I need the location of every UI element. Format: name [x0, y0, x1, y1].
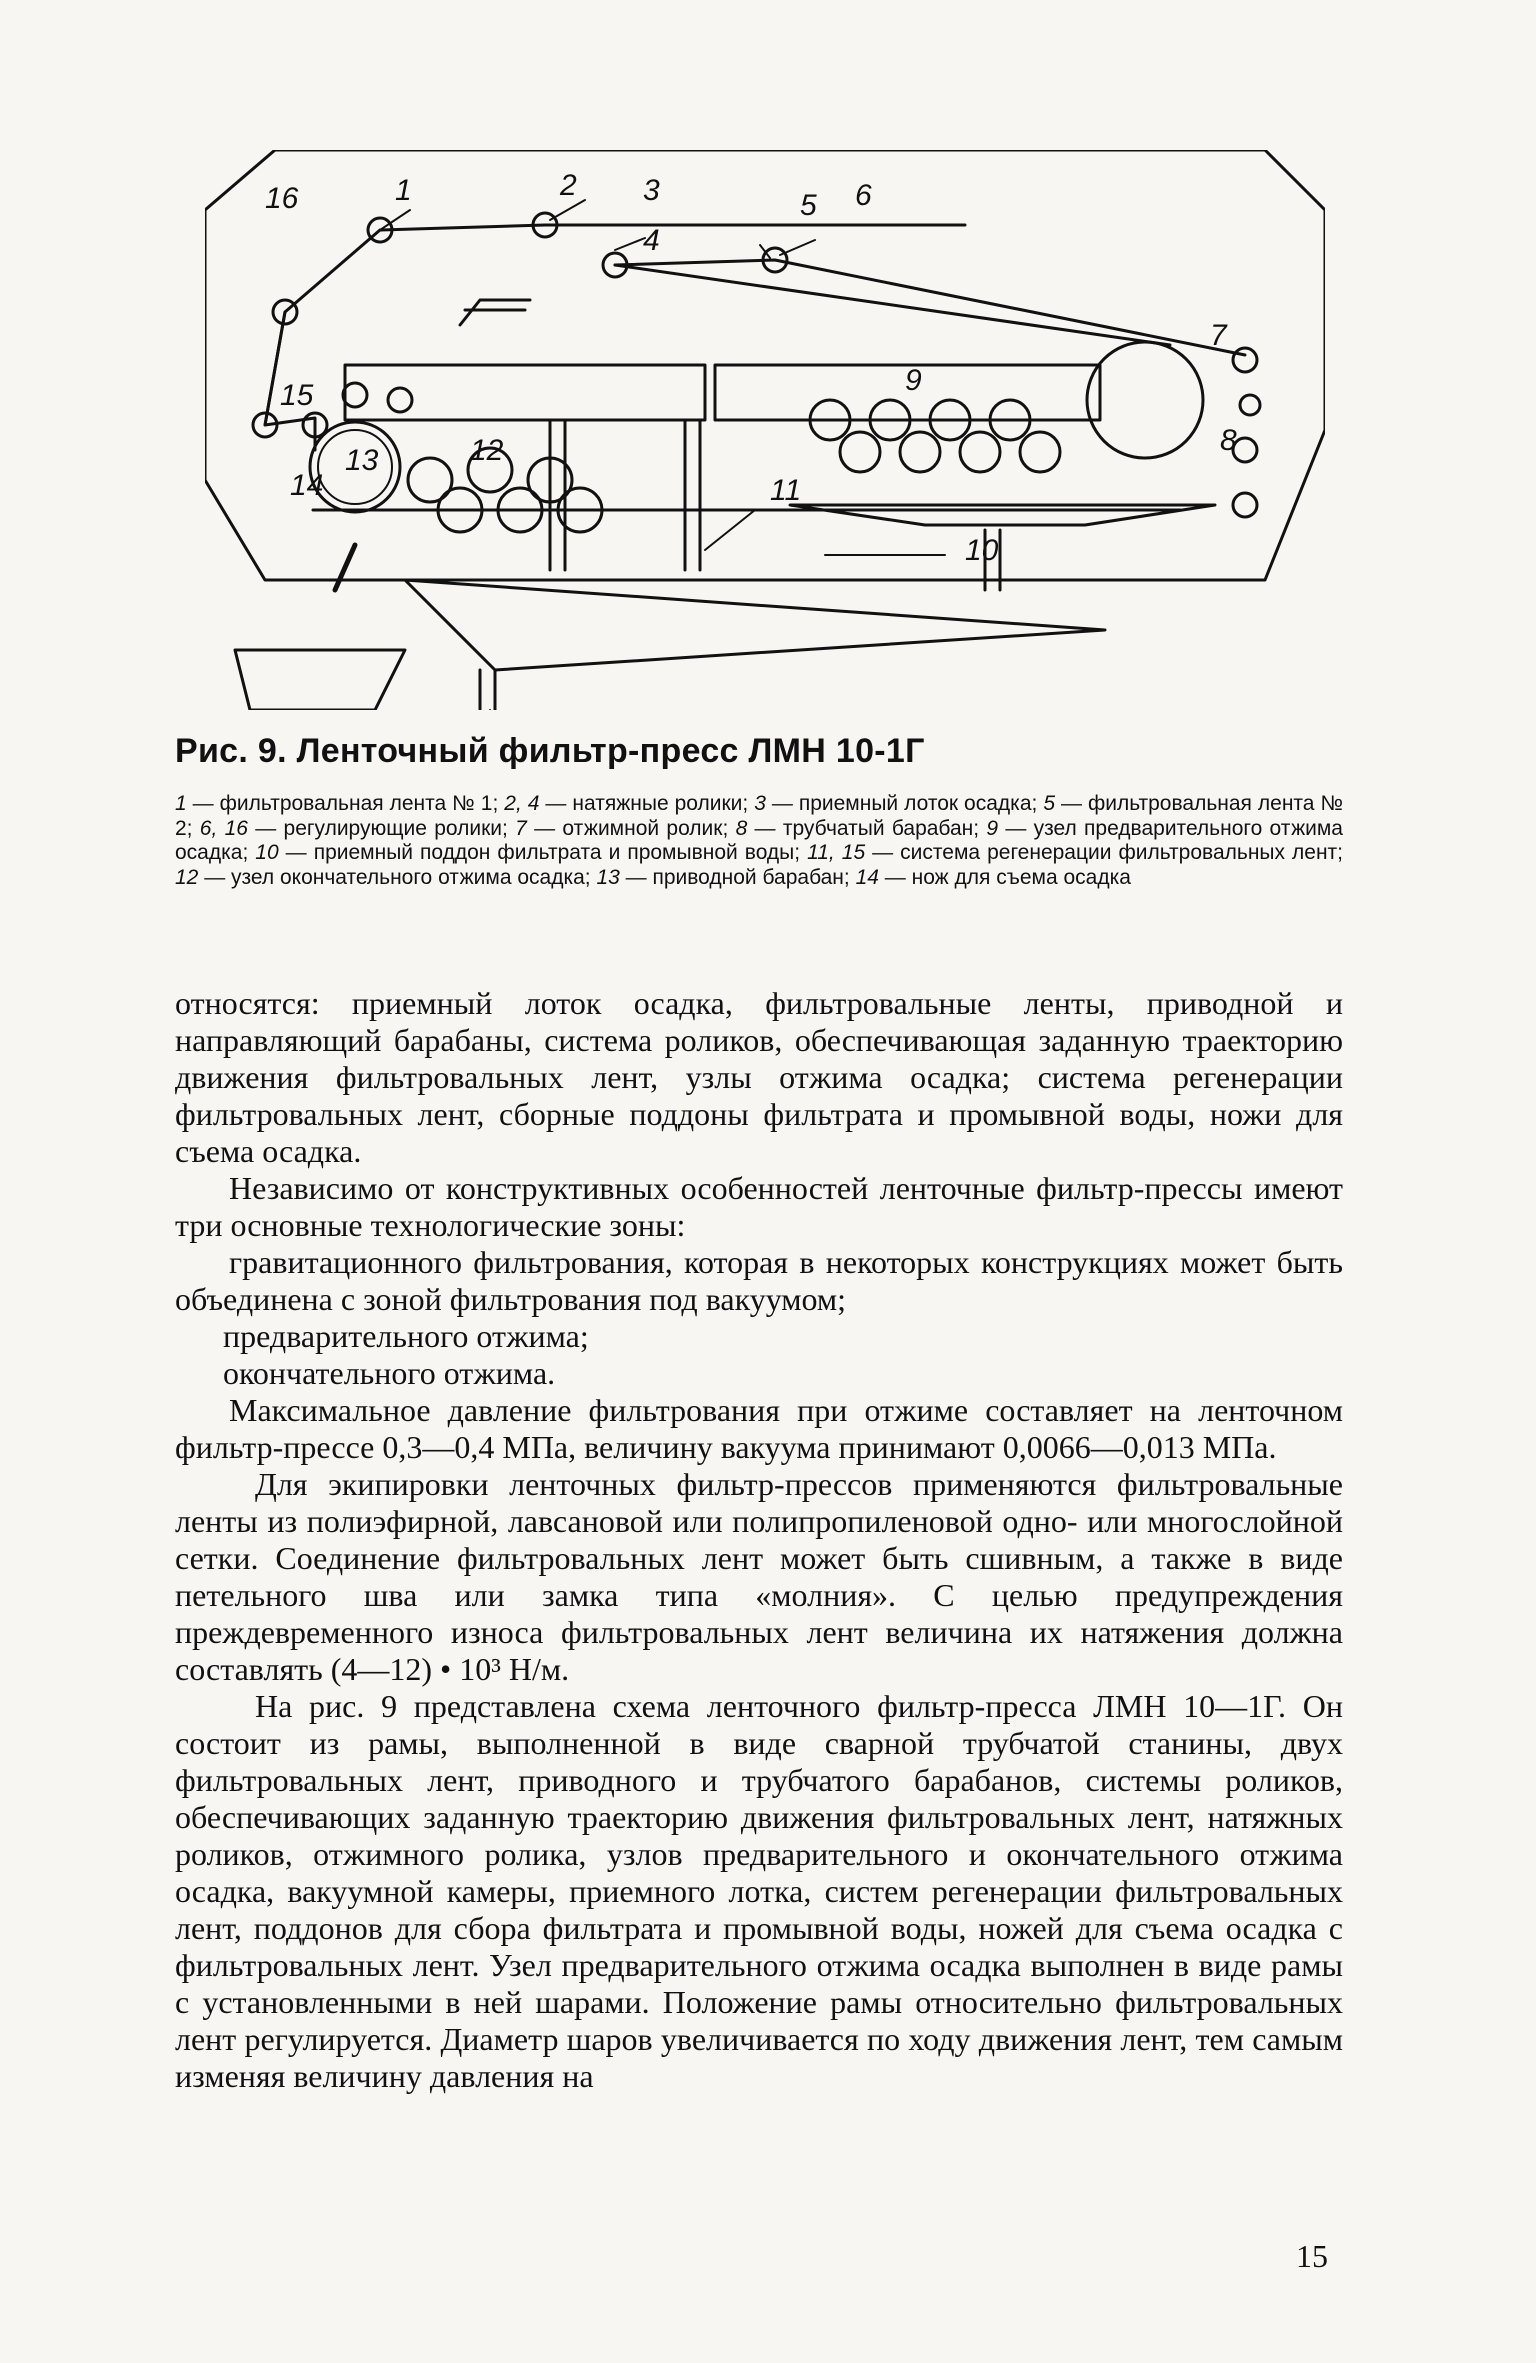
legend-item-text: — узел предварительного отжима осадка; — [175, 816, 1343, 864]
legend-item — [807, 841, 1343, 864]
legend-item-text: — нож для съема осадка — [878, 865, 1131, 889]
legend-item-number: 11, 15 — [807, 841, 866, 864]
filter-belt-1 — [265, 225, 965, 425]
svg-text:5: 5 — [800, 189, 817, 222]
svg-text:11: 11 — [770, 474, 802, 507]
page-number: 15 — [1296, 2238, 1328, 2274]
svg-text:14: 14 — [290, 469, 324, 502]
legend-item — [255, 841, 807, 864]
svg-text:2: 2 — [560, 169, 577, 202]
legend-item-number: 13 — [596, 865, 620, 889]
legend-item-number: 2, 4 — [504, 792, 540, 815]
legend-item — [754, 792, 1043, 815]
paragraph: предварительного отжима; — [223, 1318, 589, 1354]
svg-text:12: 12 — [470, 434, 504, 467]
paragraph: гравитационного фильтрования, которая в некоторых конструкциях может быть объединена с зоной фильтрования под вакуумом; — [175, 1244, 1343, 1317]
legend-item-number: 8 — [735, 816, 748, 840]
paragraph: Максимальное давление фильтрования при отжиме составляет на ленточном фильтр-прессе 0,3—0,4 МПа, величину вакуума принимают 0,0066—0,013 МПа. — [175, 1392, 1343, 1465]
svg-text:1: 1 — [395, 174, 412, 207]
paragraph: Независимо от конструктивных особенностей ленточные фильтр-прессы имеют три основные технологические зоны: — [175, 1170, 1343, 1243]
legend-item-number: 6, 16 — [199, 816, 248, 840]
legend-item-number: 12 — [175, 865, 199, 889]
sludge-bucket — [235, 650, 405, 710]
legend-item — [504, 792, 754, 815]
legend-item — [856, 866, 1131, 889]
figure-legend — [175, 792, 1343, 890]
legend-item-text: — натяжные ролики; — [539, 792, 755, 815]
legend-item — [200, 817, 515, 840]
svg-text:4: 4 — [643, 224, 660, 257]
svg-text:16: 16 — [265, 182, 299, 215]
legend-item-text: — трубчатый барабан; — [747, 816, 987, 840]
legend-item — [515, 817, 735, 840]
body-text — [175, 985, 1343, 2095]
legend-item-text: — приемный лоток осадка; — [765, 792, 1044, 815]
legend-item — [175, 866, 596, 889]
legend-item-number: 10 — [255, 841, 279, 864]
final-press-12 — [408, 448, 602, 532]
legend-item-text: — система регенерации фильтровальных лент; — [865, 841, 1344, 864]
roller-7 — [1233, 348, 1257, 372]
paragraph: На рис. 9 представлена схема ленточного фильтр-пресса ЛМН 10—1Г. Он состоит из рамы, выполненной в виде сварной трубчатой станины, двух фильтровальных лент, приводного и трубчатого барабанов, системы роликов, обеспечивающих заданную траекторию движения фильтровальных лент, натяжных роликов, отжимного ролика, узлов предварительного и окончательного отжима осадка, вакуумной камеры, приемного лотка, систем регенерации фильтровальных лент, поддонов для сбора фильтрата и промывной воды, ножей для съема осадка с фильтровальных лент. Узел предварительного отжима осадка выполнен в виде рамы с установленными в ней шарами. Положение рамы относительно фильтровальных лент регулируется. Диаметр шаров увеличивается по ходу движения лент, тем самым изменяя величину давления на — [175, 1688, 1343, 2094]
svg-text:13: 13 — [345, 444, 379, 477]
svg-text:9: 9 — [905, 364, 922, 397]
pre-press-rollers-9 — [810, 400, 1060, 472]
svg-text:6: 6 — [855, 179, 872, 212]
svg-text:7: 7 — [1210, 319, 1227, 352]
paragraph: относятся: приемный лоток осадка, фильтровальные ленты, приводной и направляющий барабаны, система роликов, обеспечивающая заданную траекторию движения фильтровальных лент, узлы отжима осадка; система регенерации фильтровальных лент, сборные поддоны фильтрата и промывной воды, ножи для съема осадка. — [175, 985, 1343, 1169]
regeneration-11 — [705, 510, 755, 550]
legend-item-text: — узел окончательного отжима осадка; — [198, 865, 597, 889]
sludge-trough-3 — [460, 300, 530, 325]
paragraph: окончательного отжима. — [223, 1355, 556, 1391]
svg-text:8: 8 — [1220, 424, 1237, 457]
filter-press-diagram — [205, 150, 1325, 710]
svg-text:10: 10 — [965, 534, 999, 567]
legend-item-number: 5 — [1043, 792, 1055, 815]
legend-item-text: — приемный поддон фильтрата и промывной воды; — [278, 841, 808, 864]
legend-item-number: 3 — [754, 792, 766, 815]
legend-item-text: — фильтровальная лента № 2; — [175, 792, 1343, 840]
legend-item-text: — регулирующие ролики; — [247, 816, 516, 840]
filtrate-tray-10 — [405, 580, 1105, 670]
legend-item-number: 14 — [855, 865, 879, 889]
legend-item-text: — отжимной ролик; — [526, 816, 736, 840]
legend-item-text: — приводной барабан; — [619, 865, 856, 889]
legend-item-number: 1 — [175, 792, 187, 815]
legend-item-text: — фильтровальная лента № 1; — [186, 792, 505, 815]
legend-item — [736, 817, 987, 840]
legend-item — [175, 792, 504, 815]
svg-text:15: 15 — [280, 379, 314, 412]
legend-item-number: 7 — [515, 816, 527, 840]
svg-text:3: 3 — [643, 174, 660, 207]
legend-item-number: 9 — [986, 816, 999, 840]
figure-title: Рис. 9. Ленточный фильтр-пресс ЛМН 10-1Г — [175, 732, 925, 770]
tubular-drum-8 — [1087, 342, 1203, 458]
legend-item — [596, 866, 855, 889]
paragraph: Для экипировки ленточных фильтр-прессов применяются фильтровальные ленты из полиэфирной, лавсановой или полипропиленовой одно- или многослойной сетки. Соединение фильтровальных лент может быть сшивным, а также в виде петельного шва или замка типа «молния». С целью предупреждения преждевременного износа фильтровальных лент величина их натяжения должна составлять (4—12) • 10³ Н/м. — [175, 1466, 1343, 1687]
knife-14 — [335, 545, 355, 590]
